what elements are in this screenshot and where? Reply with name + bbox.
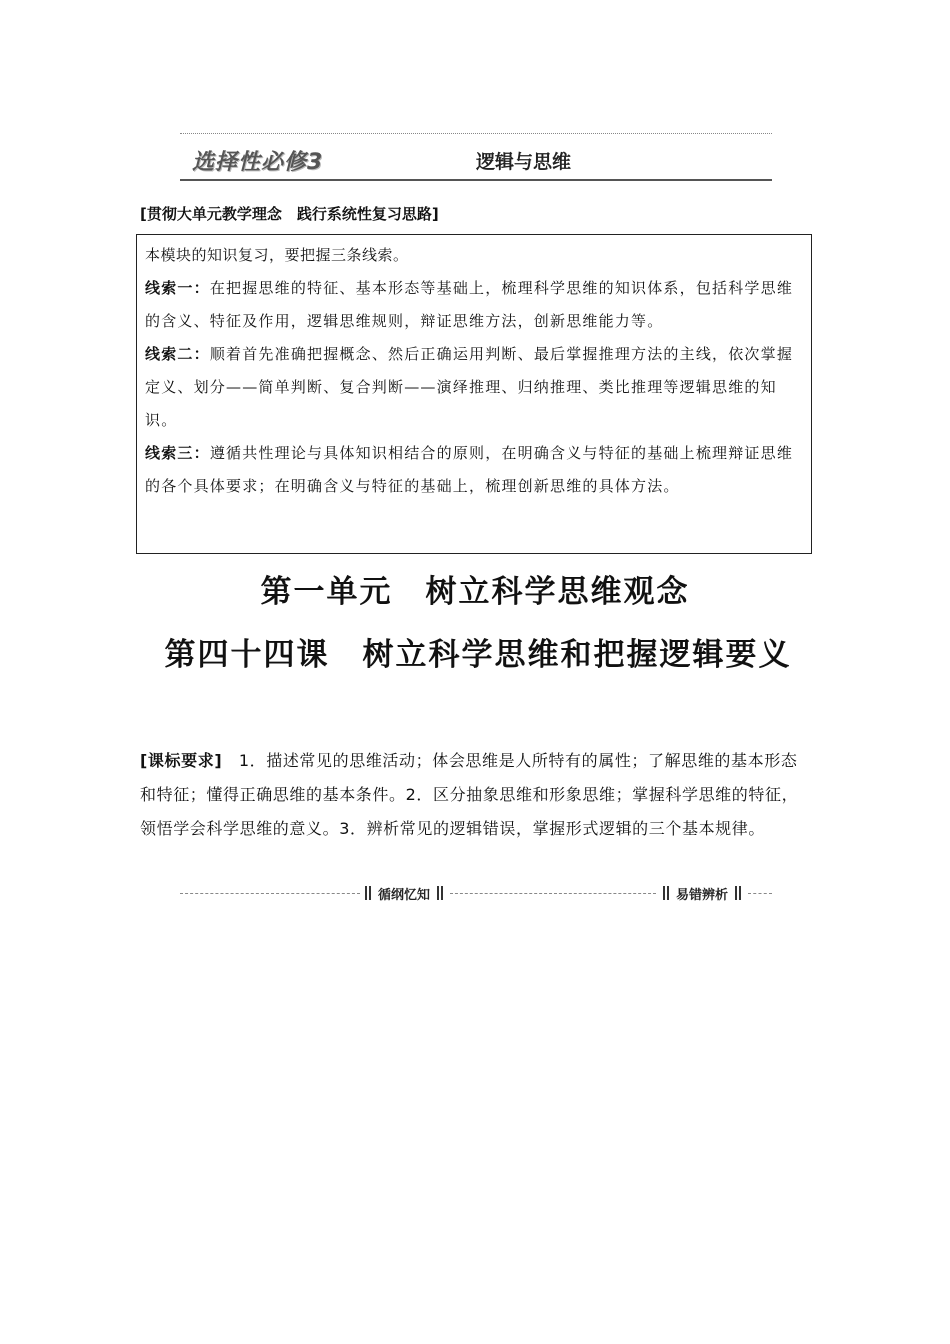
header-bottom-rule [180, 179, 772, 181]
standards-label: [课标要求] [140, 751, 223, 770]
header-top-rule [180, 133, 772, 134]
standards-text: 1．描述常见的思维活动；体会思维是人所特有的属性；了解思维的基本形态和特征；懂得正确思维的基本条件。2．区分抽象思维和形象思维；掌握科学思维的特征，领悟学会科学思维的意义。3．辨析常见的逻辑错误，掌握形式逻辑的三个基本规律。 [140, 751, 799, 838]
clue-text: 顺着首先准确把握概念、然后正确运用判断、最后掌握推理方法的主线，依次掌握定义、划分——简单判断、复合判断——演绎推理、归纳推理、类比推理等逻辑思维的知识。 [145, 345, 794, 429]
review-clues-box [136, 234, 812, 554]
tab-divider [180, 893, 360, 894]
subject-title: 逻辑与思维 [476, 151, 572, 173]
clue-label: 线索二： [145, 345, 210, 363]
clue-2 [145, 338, 803, 437]
tab-label: 易错辨析 [676, 887, 729, 903]
intro-title: [贯彻大单元教学理念 践行系统性复习思路] [140, 205, 439, 223]
tab-label: 循纲忆知 [378, 887, 431, 903]
section-tabs [180, 882, 772, 904]
tab-divider [748, 893, 772, 894]
tab-review-outline[interactable] [364, 884, 444, 902]
clue-label: 线索一： [145, 279, 210, 297]
clue-3 [145, 437, 803, 503]
curriculum-standards [140, 744, 810, 846]
intro-lead: 本模块的知识复习，要把握三条线索。 [145, 246, 409, 264]
tab-error-analysis[interactable] [662, 884, 742, 902]
clue-label: 线索三： [145, 444, 210, 462]
clue-text: 遵循共性理论与具体知识相结合的原则，在明确含义与特征的基础上梳理辩证思维的各个具体要求；在明确含义与特征的基础上，梳理创新思维的具体方法。 [145, 444, 794, 495]
clue-1 [145, 272, 803, 338]
series-title: 选择性必修3 [192, 150, 324, 175]
clue-text: 在把握思维的特征、基本形态等基础上，梳理科学思维的知识体系，包括科学思维的含义、特征及作用，逻辑思维规则，辩证思维方法，创新思维能力等。 [145, 279, 794, 330]
header-banner [180, 133, 772, 181]
unit-title: 第一单元 树立科学思维观念 [260, 574, 690, 610]
lesson-title: 第四十四课 树立科学思维和把握逻辑要义 [164, 637, 792, 673]
tab-divider [450, 893, 656, 894]
